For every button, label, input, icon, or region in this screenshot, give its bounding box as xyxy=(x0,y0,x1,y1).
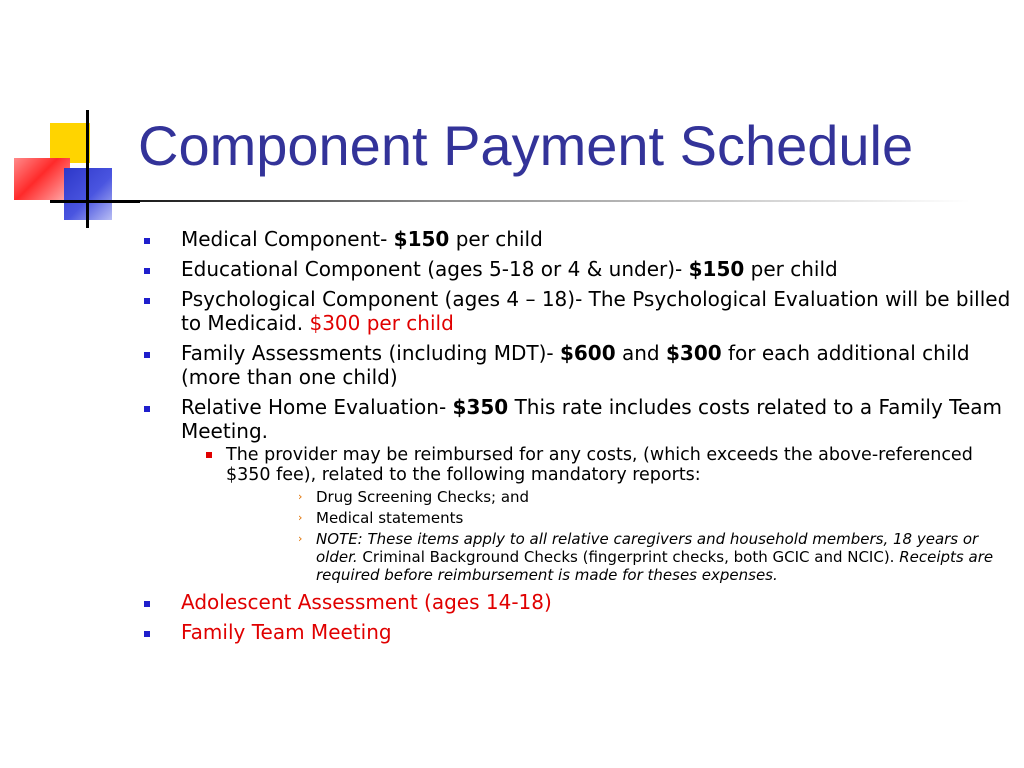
square-bullet-icon xyxy=(144,406,150,412)
list-item: Educational Component (ages 5-18 or 4 & under)- $150 per child xyxy=(142,257,1012,281)
list-item: Psychological Component (ages 4 – 18)- The Psychological Evaluation will be billed to Medicaid. $300 per child xyxy=(142,287,1012,335)
square-bullet-icon xyxy=(144,631,150,637)
slide-content xyxy=(142,227,1012,650)
list-item: Relative Home Evaluation- $350 This rate includes costs related to a Family Team Meeting. The provider may be reimbursed for any costs, (which exceeds the above-referenced $350 fee), related to the following mandatory reports: › Drug Screening Checks; and › Medical statements › NOTE: These items apply to all relative caregivers and household members, 18 years or older. Criminal Background Checks (fingerprint checks, both GCIC and NCIC). Receipts are required before reimbursement is made for theses expenses. xyxy=(142,395,1012,584)
square-bullet-icon xyxy=(144,238,150,244)
red-square xyxy=(14,158,70,200)
slide-title: Component Payment Schedule xyxy=(138,114,914,177)
sub-sub-list-item: › Medical statements xyxy=(298,509,464,527)
note-item: › NOTE: These items apply to all relative caregivers and household members, 18 years or older. Criminal Background Checks (fingerprint checks, both GCIC and NCIC). Receipts are required before reimbursement is made for theses expenses. xyxy=(298,530,994,584)
list-item: Medical Component- $150 per child xyxy=(142,227,1012,251)
square-bullet-icon xyxy=(144,298,150,304)
bullet-list xyxy=(142,227,1012,644)
chevron-right-icon: › xyxy=(298,532,303,545)
title-underline xyxy=(140,200,970,202)
sub-sub-list-item: › Drug Screening Checks; and xyxy=(298,488,530,506)
horizontal-rule-dark xyxy=(50,200,140,203)
red-square-bullet-icon xyxy=(206,452,212,458)
vertical-rule xyxy=(86,110,89,228)
chevron-right-icon: › xyxy=(298,490,303,503)
list-item: Family Team Meeting xyxy=(142,620,1012,644)
list-item: Family Assessments (including MDT)- $600 and $300 for each additional child (more than one child) xyxy=(142,341,1012,389)
sub-list xyxy=(181,445,1012,584)
square-bullet-icon xyxy=(144,601,150,607)
sub-list-item: The provider may be reimbursed for any costs, (which exceeds the above-referenced $350 fee), related to the following mandatory reports: › Drug Screening Checks; and › Medical statements › NOTE: These items apply to all relative caregivers and household members, 18 years or older. Criminal Background Checks (fingerprint checks, both GCIC and NCIC). Receipts are required before reimbursement is made for theses expenses. xyxy=(181,445,1012,584)
list-item: Adolescent Assessment (ages 14-18) xyxy=(142,590,1012,614)
chevron-right-icon: › xyxy=(298,511,303,524)
yellow-square xyxy=(50,123,90,163)
sub-sub-list xyxy=(226,488,1012,584)
square-bullet-icon xyxy=(144,268,150,274)
square-bullet-icon xyxy=(144,352,150,358)
